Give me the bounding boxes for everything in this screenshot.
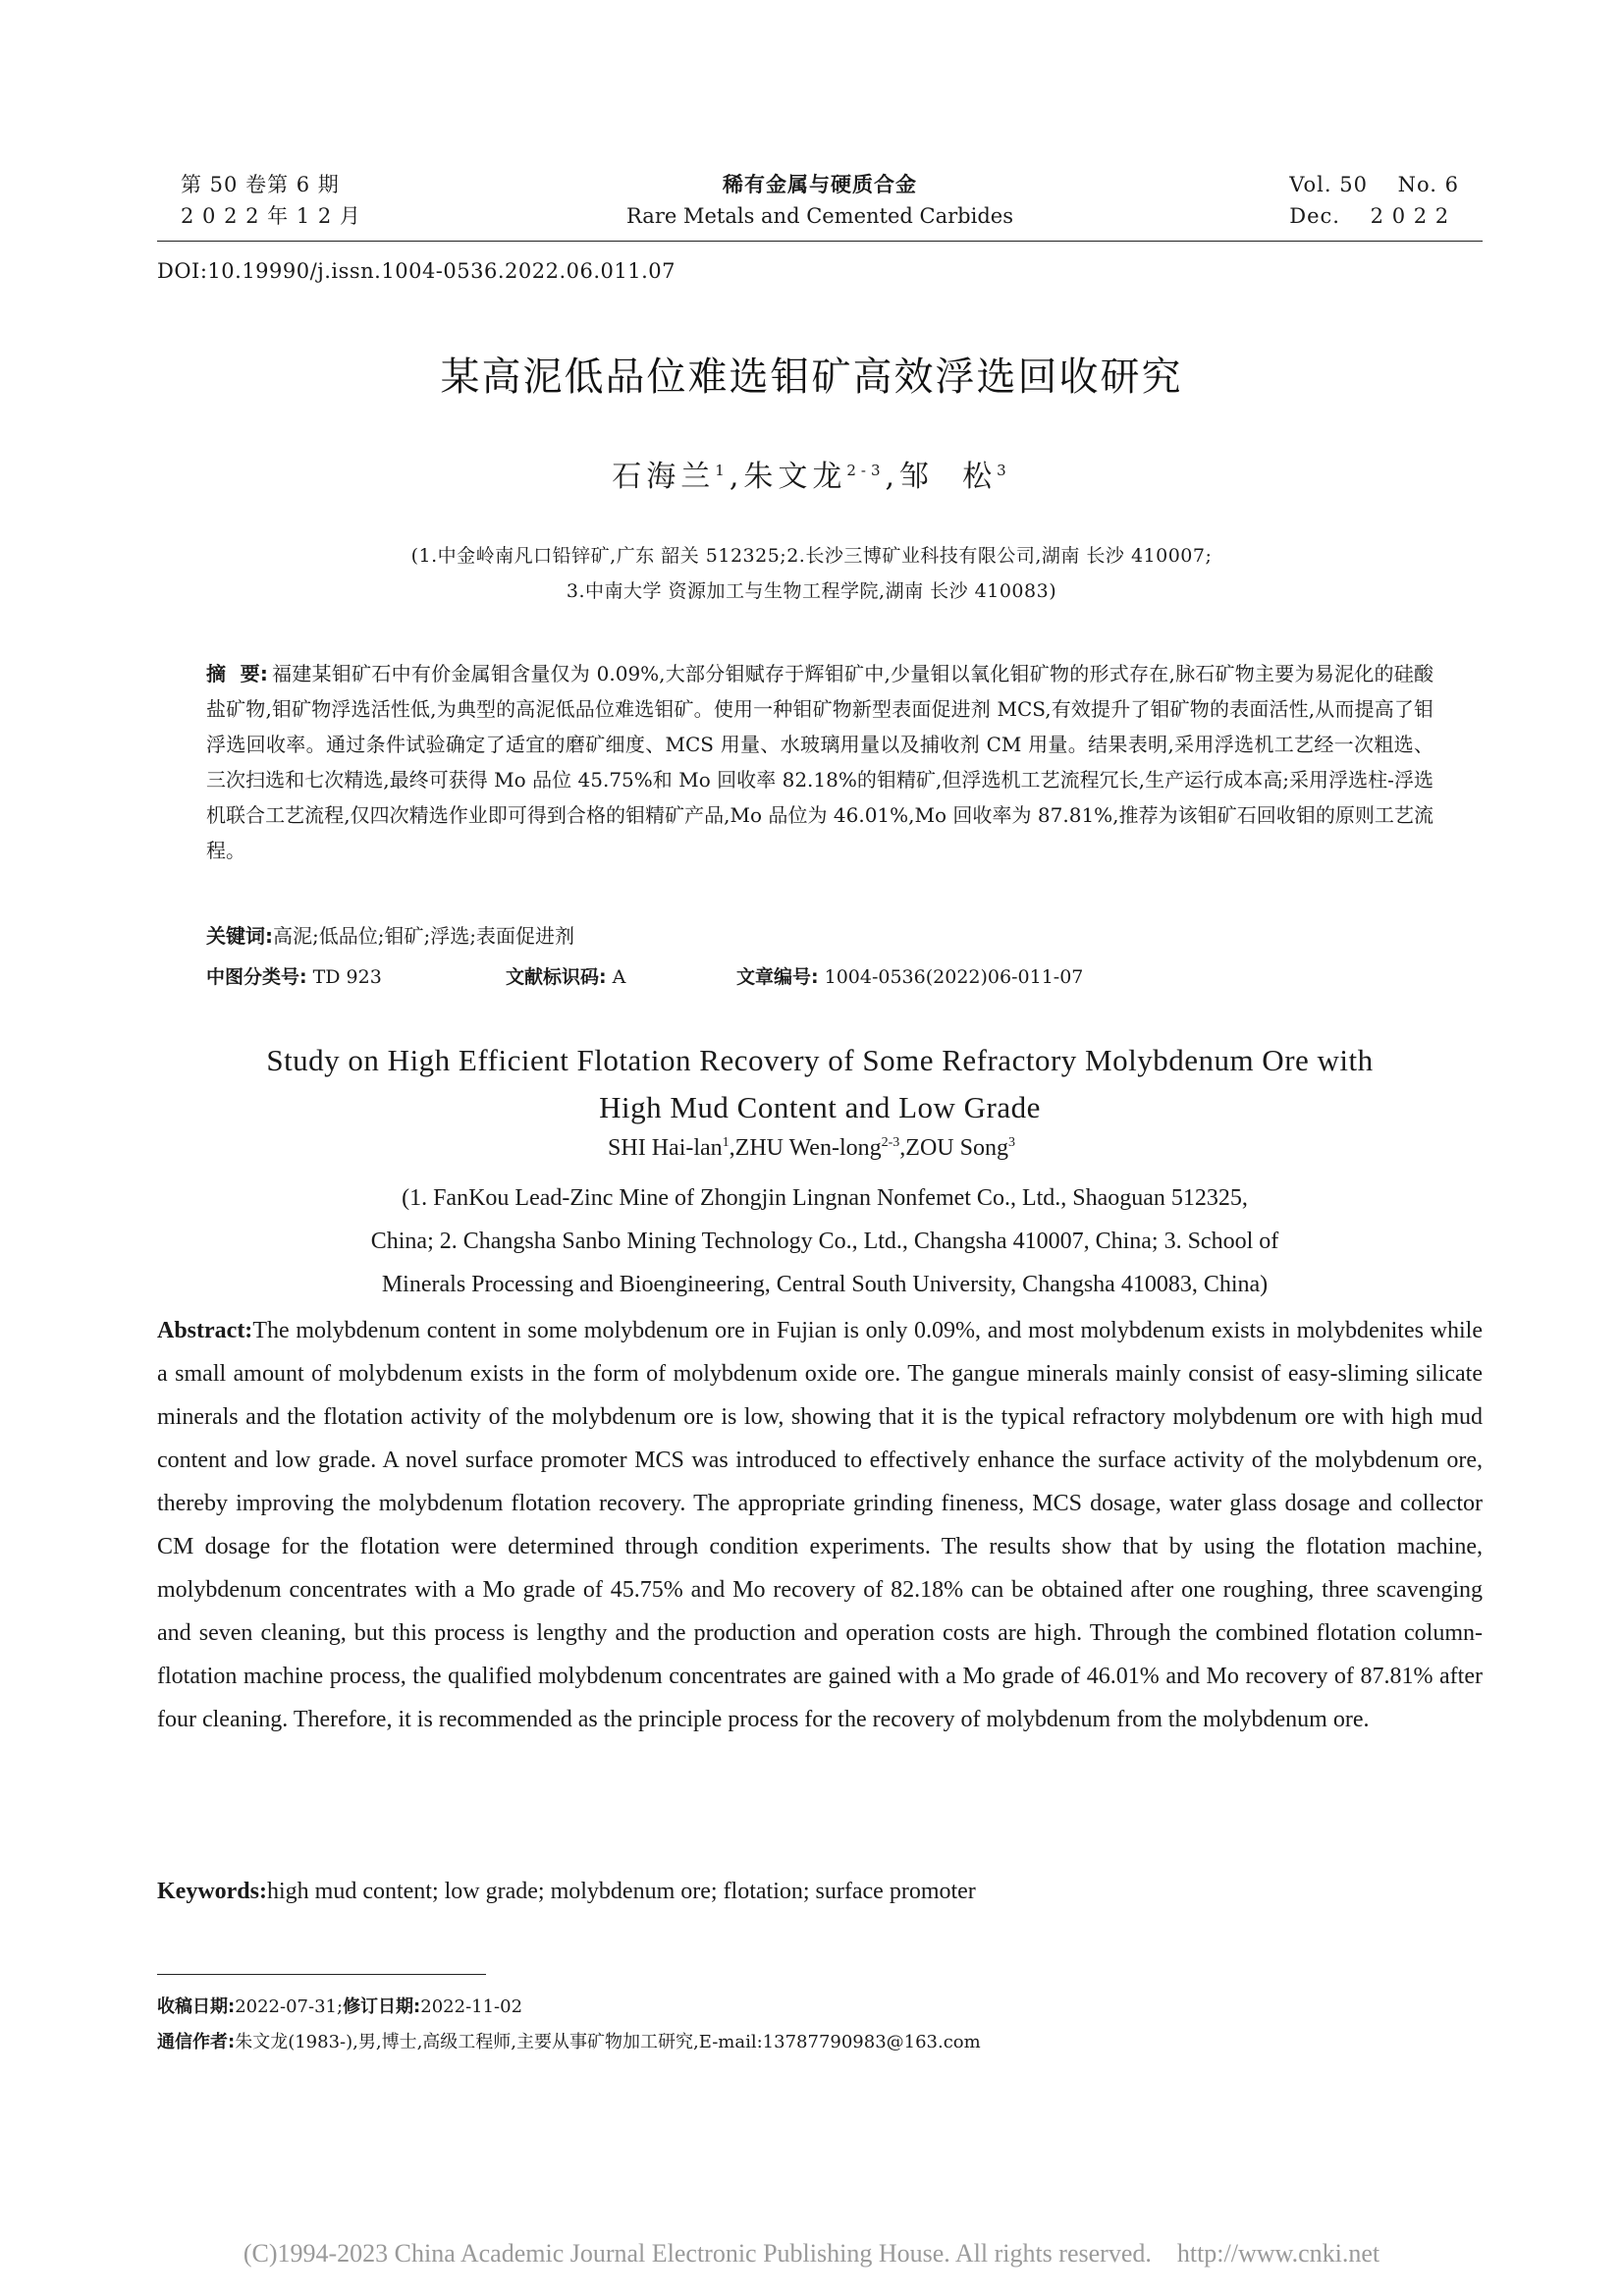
title-zh: 某高泥低品位难选钼矿高效浮选回收研究 (440, 355, 1183, 400)
author-name-en: ZHU Wen-long (734, 1135, 882, 1161)
header-rule (157, 241, 1483, 242)
abstract-text-zh: 福建某钼矿石中有价金属钼含量仅为 0.09%,大部分钼赋存于辉钼矿中,少量钼以氧化钼矿物的形式存在,脉石矿物主要为易泥化的硅酸盐矿物,钼矿物浮选活性低,为典型的高泥低品位难选钼矿。使用一种钼矿物新型表面促进剂 MCS,有效提升了钼矿物的表面活性,从而提高了钼浮选回收率。通过条件试验确定了适宜的磨矿细度、MCS 用量、水玻璃用量以及捕收剂 CM 用量。结果表明,采用浮选机工艺经一次粗选、三次扫选和七次精选,最终可获得 Mo 品位 45.75%和 Mo 回收率 82.18%的钼精矿,但浮选机工艺流程冗长,生产运行成本高;采用浮选柱-浮选机联合工艺流程,仅四次精选作业即可得到合格的钼精矿产品,Mo 品位为 46.01%,Mo 回收率为 87.81%,推荐为该钼矿石回收钼的原则工艺流程。 (206, 662, 1434, 862)
abstract-en (157, 1309, 1483, 1741)
authors-zh (0, 452, 1623, 495)
title-en-line: Study on High Efficient Flotation Recovery of Some Refractory Molybdenum Ore with (266, 1043, 1374, 1077)
title-en (157, 1037, 1483, 1131)
title-en-line: High Mud Content and Low Grade (599, 1090, 1041, 1124)
author-affil-sup: 3 (1007, 1135, 1015, 1150)
affiliation-line: 3.中南大学 资源加工与生物工程学院,湖南 长沙 410083) (566, 580, 1057, 602)
author-affil-sup: 2-3 (881, 1135, 900, 1150)
author-name: 石海兰 (612, 460, 716, 494)
article-number-label: 文章编号: (736, 966, 819, 988)
author-separator: , (729, 460, 744, 494)
affiliation-en-line: (1. FanKou Lead-Zinc Mine of Zhongjin Lingnan Nonfemet Co., Ltd., Shaoguan 512325, (402, 1185, 1248, 1211)
header-date-en: Dec. 2 0 2 2 (1289, 204, 1450, 228)
article-number (736, 960, 1083, 994)
footnote-dates (157, 1994, 1483, 2021)
author-affil-sup: 3 (997, 462, 1011, 479)
corresponding-author-label: 通信作者: (157, 2032, 236, 2052)
revised-date: 2022-11-02 (420, 1996, 523, 2017)
header-journal-name (157, 169, 1483, 232)
footnote-rule (157, 1974, 486, 1975)
clc-number (206, 960, 382, 994)
keywords-label-zh: 关键词: (206, 924, 273, 948)
abstract-text-en: The molybdenum content in some molybdenum ore in Fujian is only 0.09%, and most molybdenum exists in molybdenites while a small amount of molybdenum exists in the form of molybdenum oxide ore. The gangue minerals mainly consist of easy-sliming silicate minerals and the flotation activity of the molybdenum ore is low, showing that it is the typical refractory molybdenum ore with high mud content and low grade. A novel surface promoter MCS was introduced to effectively enhance the surface activity of the molybdenum ore, thereby improving the molybdenum flotation recovery. The appropriate grinding fineness, MCS dosage, water glass dosage and collector CM dosage for the flotation were determined through condition experiments. The results show that by using the flotation machine, molybdenum concentrates with a Mo grade of 45.75% and Mo recovery of 82.18% can be obtained after one roughing, three scavenging and seven cleaning, but this process is lengthy and the production and operation costs are high. Through the combined flotation column-flotation machine process, the qualified molybdenum concentrates are gained with a Mo grade of 46.01% and Mo recovery of 87.81% after four cleaning. Therefore, it is recommended as the principle process for the recovery of molybdenum from the molybdenum ore. (157, 1318, 1483, 1732)
author-separator: , (899, 1135, 906, 1161)
affiliation-line: (1.中金岭南凡口铅锌矿,广东 韶关 512325;2.长沙三博矿业科技有限公司,湖南 长沙 410007; (410, 545, 1213, 567)
author-separator: , (885, 460, 900, 494)
copyright-notice: (C)1994-2023 China Academic Journal Electronic Publishing House. All rights reserved. http://www.cnki.net (243, 2239, 1380, 2268)
document-code-value: A (612, 966, 626, 988)
received-label: 收稿日期: (157, 1996, 236, 2017)
affiliation-en-line: China; 2. Changsha Sanbo Mining Technology Co., Ltd., Changsha 410007, China; 3. School of (370, 1229, 1279, 1254)
affiliations-en (206, 1176, 1443, 1306)
author-name: 朱文龙 (743, 460, 847, 494)
running-header (157, 169, 1483, 238)
article-number-value: 1004-0536(2022)06-011-07 (824, 966, 1084, 988)
author-separator: , (729, 1135, 735, 1161)
journal-name-en: Rare Metals and Cemented Carbides (626, 204, 1013, 228)
corresponding-author-text: 朱文龙(1983-),男,博士,高级工程师,主要从事矿物加工研究,E-mail:13787790983@163.com (235, 2032, 981, 2052)
journal-name-zh: 稀有金属与硬质合金 (723, 173, 917, 196)
authors-en (0, 1135, 1623, 1162)
author-affil-sup: 1 (722, 1135, 730, 1150)
header-date-zh: 2 0 2 2 年 1 2 月 (181, 204, 361, 228)
abstract-label-en: Abstract: (157, 1318, 253, 1343)
footnote-corresponding-author (157, 2029, 1483, 2056)
revised-label: 修订日期: (343, 1996, 421, 2017)
header-volume-info-en (1289, 169, 1459, 232)
abstract-label-zh: 摘 要: (206, 662, 268, 685)
header-volume-en: Vol. 50 No. 6 (1289, 173, 1459, 196)
keywords-text-en: high mud content; low grade; molybdenum ore; flotation; surface promoter (266, 1879, 976, 1904)
clc-label: 中图分类号: (206, 966, 307, 988)
header-volume-issue: 第 50 卷第 6 期 (181, 173, 340, 196)
document-code (506, 960, 625, 994)
author-name-en: ZOU Song (905, 1135, 1008, 1161)
keywords-zh (206, 919, 1434, 953)
author-affil-sup: 2-3 (846, 462, 886, 479)
author-name-en: SHI Hai-lan (608, 1135, 723, 1161)
keywords-label-en: Keywords: (157, 1879, 267, 1904)
received-date: 2022-07-31; (235, 1996, 344, 2017)
clc-value: TD 923 (312, 966, 382, 988)
author-name: 邹 松 (899, 460, 998, 494)
document-code-label: 文献标识码: (506, 966, 607, 988)
affiliations-zh (0, 538, 1623, 609)
affiliation-en-line: Minerals Processing and Bioengineering, Central South University, Changsha 410083, China) (381, 1272, 1269, 1297)
doi: DOI:10.19990/j.issn.1004-0536.2022.06.011.07 (157, 259, 676, 283)
abstract-zh (206, 656, 1434, 868)
keywords-text-zh: 高泥;低品位;钼矿;浮选;表面促进剂 (273, 924, 574, 948)
author-affil-sup: 1 (715, 462, 730, 479)
keywords-en (157, 1872, 1483, 1911)
